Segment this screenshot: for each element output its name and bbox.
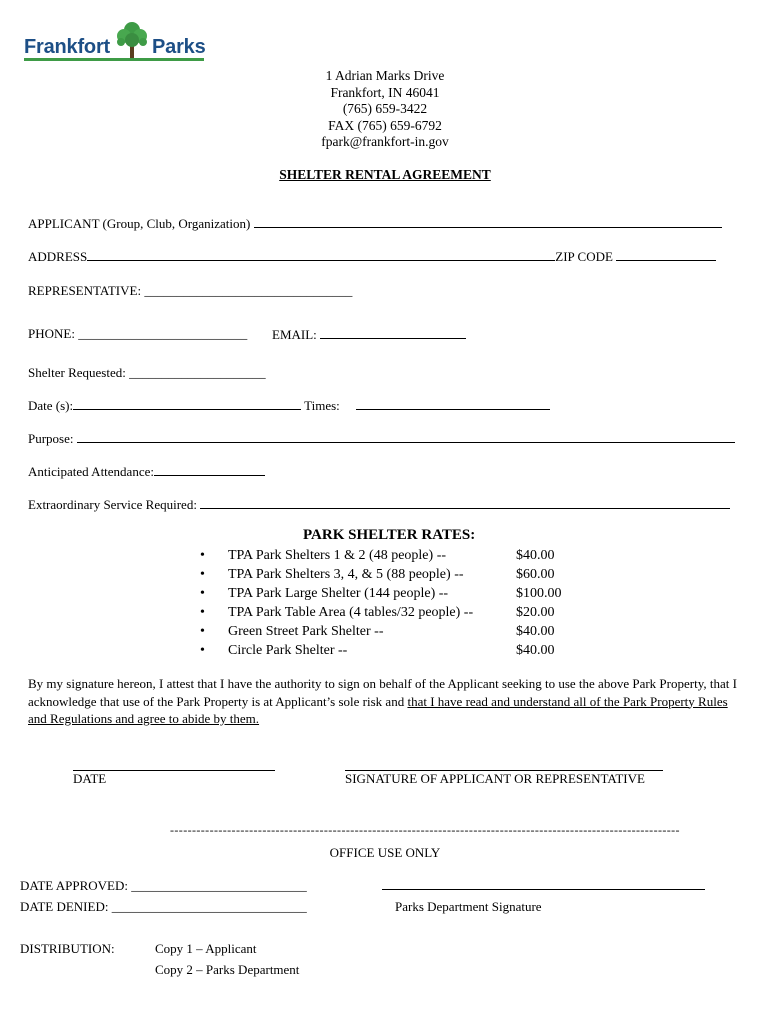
date-signature-label: DATE: [73, 771, 107, 786]
email-label: EMAIL:: [272, 327, 317, 342]
rate-label: TPA Park Shelters 3, 4, & 5 (88 people) --: [228, 567, 464, 582]
service-label: Extraordinary Service Required:: [28, 497, 197, 512]
document-title: SHELTER RENTAL AGREEMENT: [279, 167, 491, 182]
phone-field[interactable]: PHONE: __________________________: [28, 326, 248, 341]
email-field[interactable]: [272, 326, 466, 343]
times-blank-wrap[interactable]: [356, 397, 550, 414]
times-label: Times:: [304, 398, 340, 413]
applicant-label: APPLICANT (Group, Club, Organization): [28, 216, 251, 231]
agreement-text: By my signature hereon, I attest that I have the authority to sign on behalf of the Applicant seeking to use the above Park Property, that I acknowledge that use of the Park Property is at Applicant’s sole risk and: [28, 676, 737, 709]
address-line: Frankfort, IN 46041: [330, 84, 440, 100]
purpose-blank[interactable]: [77, 430, 735, 443]
service-blank[interactable]: [200, 496, 730, 509]
tree-icon: [114, 20, 150, 60]
dates-blank[interactable]: [73, 397, 301, 410]
shelter-requested-field[interactable]: Shelter Requested: _____________________: [28, 365, 266, 380]
logo-underline: [24, 58, 204, 61]
rate-price: $40.00: [516, 624, 555, 639]
attendance-label: Anticipated Attendance:: [28, 464, 154, 479]
bullet-icon: •: [200, 624, 205, 639]
agreement-underlined-text: that I have read and understand all of the Park Property Rules and Regulations and agree to abide by them.: [28, 693, 728, 726]
times-blank[interactable]: [356, 397, 550, 410]
distribution-label: DISTRIBUTION:: [20, 941, 115, 956]
applicant-signature-label: SIGNATURE OF APPLICANT OR REPRESENTATIVE: [345, 771, 645, 786]
logo-left-word: Frankfort: [24, 36, 110, 58]
rate-label: TPA Park Table Area (4 tables/32 people) --: [228, 605, 474, 620]
purpose-field[interactable]: [28, 430, 735, 447]
dates-field[interactable]: [28, 397, 340, 414]
phone-line: (765) 659-3422: [342, 101, 428, 116]
rate-price: $40.00: [516, 548, 555, 563]
address-blank[interactable]: [87, 248, 555, 261]
rates-heading: PARK SHELTER RATES:: [303, 527, 476, 543]
bullet-icon: •: [200, 567, 205, 582]
logo-right-word: Parks: [152, 36, 206, 58]
rate-row: [200, 546, 600, 565]
rate-price: $20.00: [516, 605, 555, 620]
bullet-icon: •: [200, 643, 205, 658]
address-label: ADDRESS: [28, 249, 88, 264]
attendance-blank[interactable]: [154, 463, 265, 476]
attendance-field[interactable]: [28, 463, 265, 480]
purpose-label: Purpose:: [28, 431, 74, 446]
bullet-icon: •: [200, 605, 205, 620]
rate-row: [200, 565, 600, 584]
rate-label: TPA Park Shelters 1 & 2 (48 people) --: [228, 548, 447, 563]
address-field[interactable]: [28, 248, 716, 265]
rate-price: $60.00: [516, 567, 555, 582]
rate-price: $100.00: [516, 586, 562, 601]
date-approved-field[interactable]: DATE APPROVED: ___________________________: [20, 878, 307, 893]
distribution-copy-1: Copy 1 – Applicant: [155, 941, 257, 956]
extraordinary-service-field[interactable]: [28, 496, 730, 513]
rate-row: [200, 641, 600, 660]
rate-row: [200, 584, 600, 603]
rate-row: [200, 622, 600, 641]
address-line: 1 Adrian Marks Drive: [325, 68, 445, 83]
bullet-icon: •: [200, 586, 205, 601]
rate-row: [200, 603, 600, 622]
distribution-copy-2: Copy 2 – Parks Department: [155, 962, 300, 977]
fax-line: FAX (765) 659-6792: [328, 117, 442, 133]
parks-signature-label: Parks Department Signature: [395, 899, 542, 914]
zip-blank[interactable]: [616, 248, 716, 261]
date-denied-field[interactable]: DATE DENIED: ______________________________: [20, 899, 307, 914]
rate-price: $40.00: [516, 643, 555, 658]
frankfort-parks-logo: [24, 20, 206, 62]
rate-label: TPA Park Large Shelter (144 people) --: [228, 586, 449, 601]
dates-label: Date (s):: [28, 398, 74, 413]
representative-field[interactable]: REPRESENTATIVE: ________________________________: [28, 283, 353, 298]
zip-label: ZIP CODE: [555, 249, 613, 264]
rate-label: Circle Park Shelter --: [228, 643, 348, 658]
office-use-heading: OFFICE USE ONLY: [329, 845, 441, 860]
email-blank[interactable]: [320, 326, 466, 339]
email-line: fpark@frankfort-in.gov: [321, 134, 449, 149]
office-use-divider: --------------------------------------------------------------------------------------------------------------------: [170, 823, 680, 837]
applicant-blank[interactable]: [254, 215, 722, 228]
parks-signature-line[interactable]: [382, 889, 705, 890]
bullet-icon: •: [200, 548, 205, 563]
agreement-paragraph: [28, 675, 742, 728]
rate-label: Green Street Park Shelter --: [228, 624, 384, 639]
contact-address-block: [0, 68, 770, 151]
applicant-field[interactable]: [28, 215, 722, 232]
